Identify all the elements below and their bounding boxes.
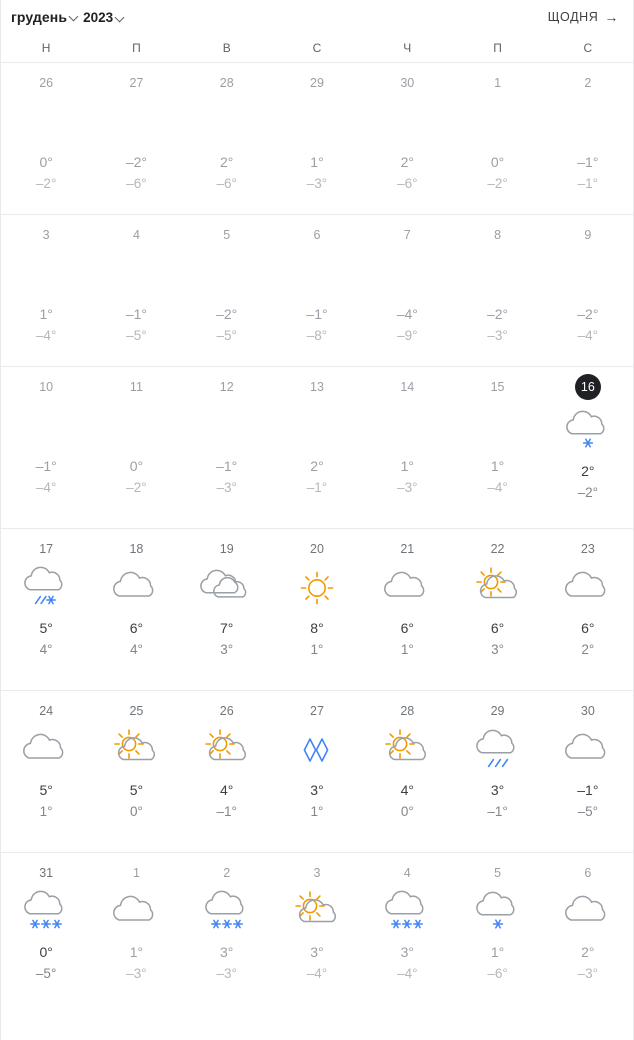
day-number: 31 [39,866,54,880]
temperature-pair [310,617,323,660]
temperature-high: 7° [220,620,234,636]
temperature-low: 3° [491,642,505,657]
temperature-low: 4° [129,642,143,657]
temperature-pair [36,151,56,194]
day-number: 6 [313,228,321,242]
calendar-day-cell[interactable] [452,63,542,214]
calendar-day-cell[interactable] [91,215,181,366]
sun-cloud-icon [289,887,345,937]
temperature-pair [487,779,507,822]
day-number: 30 [400,76,415,90]
temperature-pair [216,941,236,984]
day-number: 21 [400,542,415,556]
temperature-low: 1° [39,804,53,819]
chevron-down-icon [115,12,125,22]
sun-cloud-icon [108,725,164,775]
day-number: 26 [219,704,234,718]
temperature-low: –2° [126,480,147,495]
daily-view-label: ЩОДНЯ [547,10,599,24]
temperature-pair [216,779,236,822]
temperature-low: –6° [126,176,147,191]
temperature-pair [126,941,146,984]
temperature-pair [397,303,418,346]
temperature-low: –5° [35,966,57,981]
temperature-low: –4° [306,966,328,981]
temperature-pair [310,779,323,822]
sun-cloud-icon [379,725,435,775]
temperature-pair [307,151,327,194]
temperature-pair [397,151,417,194]
temperature-low: 0° [129,804,143,819]
temperature-high: 3° [220,944,234,960]
year-selector[interactable] [83,10,125,25]
weekday-label: В [222,41,231,55]
temperature-low: –5° [216,328,237,343]
temperature-low: 1° [310,804,324,819]
calendar-day-cell[interactable] [91,853,181,1014]
temperature-pair [487,151,507,194]
temperature-low: –3° [216,966,237,981]
temperature-high: 5° [39,620,53,636]
cloud-rain-icon [470,725,526,775]
temperature-high: –1° [35,458,57,474]
day-number: 30 [580,704,595,718]
temperature-pair [577,303,598,346]
day-number: 28 [400,704,415,718]
day-number: 29 [490,704,505,718]
temperature-low: –1° [577,176,599,191]
calendar-day-cell[interactable] [272,367,362,528]
temperature-low: –1° [216,804,237,819]
temperature-high: 1° [490,944,505,960]
day-number: 26 [39,76,54,90]
temperature-high: –2° [216,306,238,322]
temperature-high: –4° [396,306,418,322]
day-number: 5 [494,866,502,880]
temperature-pair [487,303,508,346]
calendar-day-cell-today[interactable] [543,367,633,528]
day-number: 6 [584,866,592,880]
day-number: 3 [313,866,321,880]
temperature-pair [401,617,414,660]
calendar-day-cell[interactable] [362,691,452,852]
calendar-day-cell[interactable] [543,215,633,366]
temperature-low: –4° [35,480,57,495]
cloud-snow-icon [470,887,526,937]
temperature-pair [306,303,327,346]
sun-cloud-icon [470,563,526,613]
temperature-low: –5° [126,328,147,343]
temperature-low: –5° [577,804,599,819]
temperature-high: 1° [310,154,324,170]
calendar-day-cell[interactable] [543,691,633,852]
calendar-day-cell[interactable] [91,63,181,214]
clouds-icon [199,563,255,613]
calendar-day-cell[interactable] [182,529,272,690]
calendar-day-cell[interactable] [1,853,91,1014]
calendar-week-row [1,528,633,690]
temperature-pair [581,617,594,660]
calendar-day-cell[interactable] [452,691,542,852]
cloud-snow-icon [560,406,616,456]
temperature-high: –1° [577,154,599,170]
calendar-day-cell[interactable] [182,63,272,214]
day-number: 27 [310,704,324,718]
day-number: 20 [310,542,324,556]
cloud-icon [560,725,616,775]
weekday-label: П [132,41,141,55]
temperature-pair [577,151,598,194]
day-number: 27 [129,76,144,90]
day-number: 5 [223,228,231,242]
temperature-pair [397,941,417,984]
temperature-pair [307,455,327,498]
calendar-day-cell[interactable] [1,367,91,528]
day-number: 18 [129,542,144,556]
temperature-high: 2° [310,458,324,474]
temperature-high: –1° [306,306,328,322]
temperature-high: 6° [490,620,505,636]
calendar-week-row [1,214,633,366]
temperature-low: –2° [35,176,57,191]
calendar-day-cell[interactable] [91,529,181,690]
calendar-day-cell[interactable] [272,529,362,690]
calendar-day-cell[interactable] [1,529,91,690]
temperature-pair [36,941,56,984]
temperature-low: –2° [577,485,599,500]
calendar-grid [1,62,633,1014]
temperature-high: 6° [581,620,595,636]
temperature-pair [487,941,507,984]
temperature-high: 3° [310,944,324,960]
temperature-high: 0° [129,458,144,474]
temperature-pair [487,455,507,498]
temperature-low: –3° [126,966,147,981]
temperature-low: –4° [397,966,418,981]
day-number: 2 [584,76,592,90]
temperature-low: 0° [400,804,414,819]
cloud-icon [560,563,616,613]
day-number: 12 [219,380,234,394]
temperature-low: –3° [216,480,237,495]
calendar-day-cell[interactable] [182,367,272,528]
day-number: 4 [403,866,411,880]
temperature-low: 4° [39,642,53,657]
period-selectors [11,9,125,25]
day-number: 4 [132,228,140,242]
temperature-low: –6° [487,966,508,981]
temperature-pair [126,151,147,194]
calendar-day-cell[interactable] [91,691,181,852]
calendar-week-row [1,852,633,1014]
day-number: 7 [403,228,411,242]
temperature-high: 2° [581,463,595,479]
day-number: 22 [490,542,505,556]
temperature-high: 5° [129,782,144,798]
day-number: 19 [219,542,234,556]
day-number: 28 [219,76,234,90]
day-number: 10 [39,380,54,394]
day-number: 15 [490,380,505,394]
calendar-day-cell[interactable] [543,63,633,214]
calendar-week-row [1,366,633,528]
temperature-low: –1° [306,480,328,495]
temperature-high: –1° [125,306,147,322]
day-number: 2 [223,866,231,880]
sun-cloud-icon [199,725,255,775]
temperature-pair [491,617,504,660]
temperature-low: 2° [581,642,595,657]
temperature-high: 2° [400,154,414,170]
temperature-low: 3° [220,642,234,657]
temperature-high: 4° [400,782,414,798]
weekday-label: П [493,41,502,55]
temperature-pair [397,455,417,498]
calendar-day-cell[interactable] [272,63,362,214]
calendar-day-cell[interactable] [272,215,362,366]
temperature-high: 6° [129,620,144,636]
temperature-pair [130,779,143,822]
weekday-header [1,34,633,62]
temperature-pair [36,303,56,346]
calendar-day-cell[interactable] [272,691,362,852]
calendar-week-row [1,690,633,852]
temperature-pair [577,779,598,822]
temperature-low: –3° [397,480,418,495]
calendar-day-cell[interactable] [182,215,272,366]
weekday-label: С [583,41,593,55]
temperature-pair [130,617,143,660]
day-number: 25 [129,704,144,718]
temperature-high: 0° [39,154,53,170]
temperature-high: 5° [39,782,53,798]
temperature-low: –4° [487,480,508,495]
calendar-day-cell[interactable] [543,853,633,1014]
day-number: 11 [129,380,143,394]
calendar-day-cell[interactable] [362,215,452,366]
temperature-pair [216,455,237,498]
calendar-day-cell[interactable] [452,529,542,690]
day-number: 1 [494,76,502,90]
temperature-high: 0° [39,944,53,960]
temperature-low: –9° [397,328,418,343]
temperature-pair [39,617,52,660]
day-number: 3 [42,228,50,242]
temperature-low: –8° [306,328,328,343]
calendar-day-cell[interactable] [452,853,542,1014]
temperature-low: –4° [35,328,57,343]
temperature-low: –1° [487,804,508,819]
cloud-icon [379,563,435,613]
temperature-pair [401,779,414,822]
temperature-pair [578,941,598,984]
temperature-low: –3° [577,966,599,981]
temperature-low: –3° [306,176,328,191]
temperature-high: 6° [400,620,414,636]
temperature-low: 1° [310,642,324,657]
calendar-day-cell[interactable] [1,691,91,852]
day-number: 16 [575,374,601,400]
day-number: 9 [584,228,592,242]
temperature-low: –2° [487,176,508,191]
temperature-high: –2° [577,306,599,322]
cloud-snow3-icon [18,887,74,937]
day-number: 1 [132,866,140,880]
temperature-high: –2° [486,306,509,322]
temperature-high: –1° [216,458,238,474]
temperature-high: 1° [490,458,505,474]
weekday-label: Н [41,41,51,55]
cloud-icon [108,563,164,613]
temperature-low: –6° [216,176,237,191]
calendar-day-cell[interactable] [362,529,452,690]
cloud-rain-snow-icon [18,563,74,613]
day-number: 17 [39,542,54,556]
temperature-high: 0° [490,154,505,170]
year-label: 2023 [83,10,114,25]
temperature-high: 2° [220,154,234,170]
calendar-header [1,0,633,34]
temperature-low: –4° [577,328,599,343]
cloud-icon [560,887,616,937]
temperature-pair [216,151,236,194]
temperature-high: 2° [581,944,595,960]
cloud-icon [18,725,74,775]
day-number: 24 [39,704,54,718]
temperature-high: 3° [400,944,414,960]
temperature-high: 8° [310,620,324,636]
calendar-day-cell[interactable] [182,691,272,852]
temperature-high: 4° [220,782,234,798]
temperature-high: –1° [577,782,599,798]
calendar-week-row [1,62,633,214]
arrow-right-icon: → [604,9,619,25]
temperature-pair [216,303,237,346]
calendar-day-cell[interactable] [543,529,633,690]
chevron-down-icon [69,11,79,21]
day-number: 23 [580,542,595,556]
temperature-pair [126,303,147,346]
weekday-label: С [312,41,322,55]
sleet-icon [289,725,345,775]
sun-icon [289,563,345,613]
month-selector[interactable] [11,9,79,25]
weekday-label: Ч [403,41,412,55]
calendar-day-cell[interactable] [1,215,91,366]
temperature-pair [36,455,57,498]
cloud-snow3-icon [199,887,255,937]
month-label: грудень [11,9,68,25]
temperature-high: 1° [400,458,414,474]
temperature-low: 1° [400,642,414,657]
temperature-high: 3° [310,782,324,798]
calendar-day-cell[interactable] [452,215,542,366]
temperature-high: 1° [39,306,53,322]
temperature-low: –3° [487,328,508,343]
calendar-day-cell[interactable] [362,853,452,1014]
calendar-day-cell[interactable] [91,367,181,528]
day-number: 29 [310,76,324,90]
temperature-high: 1° [129,944,144,960]
calendar-day-cell[interactable] [362,367,452,528]
temperature-pair [220,617,233,660]
day-number: 14 [400,380,415,394]
temperature-low: –6° [397,176,418,191]
daily-view-link[interactable] [548,10,619,24]
cloud-snow3-icon [379,887,435,937]
calendar-day-cell[interactable] [272,853,362,1014]
temperature-high: –2° [125,154,147,170]
temperature-pair [39,779,52,822]
calendar-day-cell[interactable] [1,63,91,214]
temperature-pair [307,941,327,984]
cloud-icon [108,887,164,937]
temperature-pair [126,455,146,498]
day-number: 13 [310,380,324,394]
calendar-day-cell[interactable] [362,63,452,214]
calendar-day-cell[interactable] [182,853,272,1014]
calendar-day-cell[interactable] [452,367,542,528]
temperature-pair [578,460,598,503]
day-number: 8 [494,228,502,242]
temperature-high: 3° [490,782,505,798]
